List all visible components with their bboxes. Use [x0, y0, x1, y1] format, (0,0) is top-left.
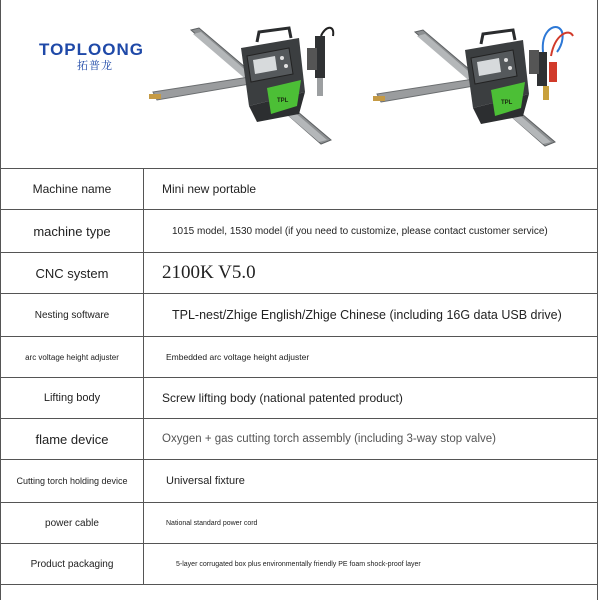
svg-text:TPL: TPL	[277, 98, 289, 104]
spec-row-nesting-software	[1, 294, 597, 337]
spec-label: Machine name	[1, 169, 144, 210]
spec-value: 5-layer corrugated box plus environmentally friendly PE foam shock-proof layer	[144, 544, 598, 585]
spec-label: machine type	[1, 210, 144, 253]
spec-row-machine-name	[1, 169, 597, 210]
machine-image-2	[373, 22, 583, 152]
spec-label: power cable	[1, 503, 144, 544]
spec-value: National standard power cord	[144, 503, 598, 544]
spec-label: Nesting software	[1, 294, 144, 337]
spec-value: 1015 model, 1530 model (if you need to customize, please contact customer service)	[144, 210, 598, 253]
spec-value: 2100K V5.0	[144, 253, 598, 294]
spec-label: Product packaging	[1, 544, 144, 585]
spec-row-power-cable	[1, 503, 597, 544]
spec-row-packaging	[1, 544, 597, 585]
spec-label: CNC system	[1, 253, 144, 294]
spec-label: arc voltage height adjuster	[1, 337, 144, 378]
machine-image-1	[149, 22, 359, 152]
spec-row-flame-device	[1, 419, 597, 460]
portable-cnc-cutter-illustration	[149, 22, 359, 152]
brand-logo	[39, 40, 144, 73]
spec-label: flame device	[1, 419, 144, 460]
spec-value: Mini new portable	[144, 169, 598, 210]
portable-cnc-cutter-flame-illustration	[373, 22, 583, 152]
spec-value: Embedded arc voltage height adjuster	[144, 337, 598, 378]
spec-value: Oxygen + gas cutting torch assembly (including 3-way stop valve)	[144, 419, 598, 460]
spec-row-arc-voltage	[1, 337, 597, 378]
spec-table	[1, 169, 597, 585]
spec-value: Universal fixture	[144, 460, 598, 503]
spec-row-machine-type	[1, 210, 597, 253]
product-hero	[1, 0, 597, 169]
brand-logo-wordmark: TOPLOONG	[39, 40, 144, 59]
svg-text:TPL: TPL	[501, 100, 513, 106]
spec-row-torch-holding	[1, 460, 597, 503]
spec-value: TPL-nest/Zhige English/Zhige Chinese (including 16G data USB drive)	[144, 294, 598, 337]
spec-row-lifting-body	[1, 378, 597, 419]
spec-label: Lifting body	[1, 378, 144, 419]
spec-value: Screw lifting body (national patented product)	[144, 378, 598, 419]
brand-logo-chinese: 拓普龙	[77, 59, 113, 72]
spec-row-cnc-system	[1, 253, 597, 294]
spec-label: Cutting torch holding device	[1, 460, 144, 503]
